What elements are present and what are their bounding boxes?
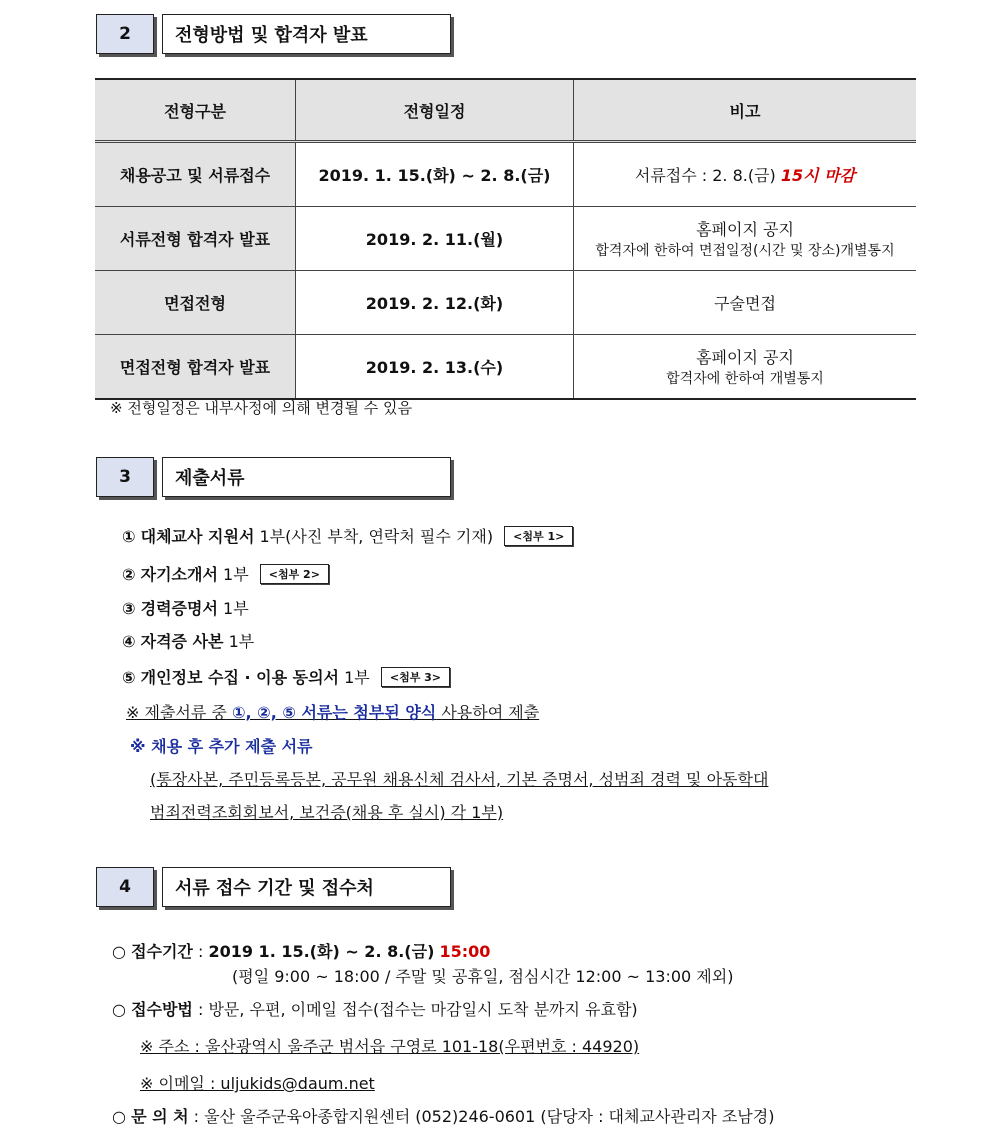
item-mark: ②	[122, 565, 136, 584]
section-number: 2	[96, 14, 154, 54]
section-3-header	[96, 457, 452, 499]
table-header-cell: 비고	[574, 79, 917, 142]
section-title: 제출서류	[162, 457, 451, 497]
item-name: 자격증 사본	[140, 632, 224, 651]
attachment-tag: <첨부 2>	[260, 564, 329, 584]
item-mark: ⑤	[122, 668, 136, 687]
email-link[interactable]: ※ 이메일 : uljukids@daum.net	[140, 1074, 375, 1093]
schedule-table	[95, 78, 916, 400]
method-line: ○ 접수방법 : 방문, 우편, 이메일 접수(접수는 마감일시 도착 분까지 유효함)	[112, 1000, 638, 1019]
submission-note	[126, 700, 539, 723]
table-row	[95, 142, 916, 207]
section-number: 3	[96, 457, 154, 497]
note-subtext: 합격자에 한하여 면접일정(시간 및 장소)개별통지	[595, 243, 895, 259]
section-title: 전형방법 및 합격자 발표	[162, 14, 451, 54]
contact-value: 울산 울주군육아종합지원센터 (052)246-0601 (담당자 : 대체교사관리자 조남경)	[204, 1107, 775, 1126]
contact-label: 문 의 처	[131, 1107, 189, 1126]
item-name: 자기소개서	[140, 565, 218, 584]
period-subnote: (평일 9:00 ~ 18:00 / 주말 및 공휴일, 점심시간 12:00 ~ 13:00 제외)	[232, 967, 734, 986]
bullet-icon: ○	[112, 1107, 126, 1126]
table-footnote: ※ 전형일정은 내부사정에 의해 변경될 수 있음	[110, 399, 412, 417]
method-label: 접수방법	[131, 1000, 193, 1019]
note-prefix: ※ 제출서류 중	[126, 703, 227, 722]
stage-cell: 면접전형 합격자 발표	[95, 335, 296, 400]
additional-docs-line1: (통장사본, 주민등록등본, 공무원 채용신체 검사서, 기본 증명서, 성범죄 경력 및 아동학대	[150, 770, 769, 789]
stage-cell: 면접전형	[95, 271, 296, 335]
note-cell	[574, 207, 917, 271]
item-mark: ①	[122, 527, 136, 546]
doc-item-1	[122, 524, 573, 547]
date-cell: 2019. 1. 15.(화) ~ 2. 8.(금)	[296, 142, 574, 207]
doc-item-2	[122, 562, 329, 585]
date-cell: 2019. 2. 11.(월)	[296, 207, 574, 271]
table-header-row	[95, 79, 916, 142]
note-cell	[574, 335, 917, 400]
period-time: 15:00	[439, 942, 491, 961]
note-cell: 구술면접	[574, 271, 917, 335]
note-suffix: 사용하여 제출	[441, 703, 540, 722]
period-line: ○ 접수기간 : 2019 1. 15.(화) ~ 2. 8.(금) 15:00	[112, 942, 491, 961]
stage-cell: 채용공고 및 서류접수	[95, 142, 296, 207]
table-header-cell: 전형구분	[95, 79, 296, 142]
doc-item-5	[122, 665, 450, 688]
note-highlight: ①, ②, ⑤ 서류는 첨부된 양식	[231, 703, 437, 722]
stage-cell: 서류전형 합격자 발표	[95, 207, 296, 271]
attachment-tag: <첨부 1>	[504, 526, 573, 546]
item-detail: 1부(사진 부착, 연락처 필수 기재)	[259, 527, 494, 546]
note-cell	[574, 142, 917, 207]
item-detail: 1부	[344, 668, 370, 687]
bullet-icon: ○	[112, 942, 126, 961]
note-text: 홈페이지 공지	[696, 220, 794, 239]
doc-item-3	[122, 596, 249, 619]
doc-item-4	[122, 629, 254, 652]
section-4-header	[96, 867, 452, 909]
note-text: 홈페이지 공지	[696, 348, 794, 367]
item-mark: ③	[122, 599, 136, 618]
item-mark: ④	[122, 632, 136, 651]
additional-docs-title: ※ 채용 후 추가 제출 서류	[130, 737, 313, 756]
address-line: ※ 주소 : 울산광역시 울주군 범서읍 구영로 101-18(우편번호 : 44920)	[140, 1037, 640, 1056]
section-number: 4	[96, 867, 154, 907]
deadline-text: 15시 마감	[780, 166, 856, 185]
date-cell: 2019. 2. 13.(수)	[296, 335, 574, 400]
table-row	[95, 207, 916, 271]
contact-line: ○ 문 의 처 : 울산 울주군육아종합지원센터 (052)246-0601 (담당자 : 대체교사관리자 조남경)	[112, 1107, 775, 1126]
section-2-header	[96, 14, 452, 56]
bullet-icon: ○	[112, 1000, 126, 1019]
period-value: 2019 1. 15.(화) ~ 2. 8.(금)	[208, 942, 435, 961]
table-row	[95, 335, 916, 400]
table-header-cell: 전형일정	[296, 79, 574, 142]
date-cell: 2019. 2. 12.(화)	[296, 271, 574, 335]
method-value: 방문, 우편, 이메일 접수(접수는 마감일시 도착 분까지 유효함)	[208, 1000, 638, 1019]
item-detail: 1부	[223, 599, 249, 618]
item-detail: 1부	[228, 632, 255, 651]
attachment-tag: <첨부 3>	[381, 667, 450, 687]
additional-docs-line2: 범죄전력조회회보서, 보건증(채용 후 실시) 각 1부)	[150, 803, 504, 822]
section-title: 서류 접수 기간 및 접수처	[162, 867, 451, 907]
note-text: 서류접수 : 2. 8.(금)	[634, 166, 776, 185]
period-label: 접수기간	[131, 942, 193, 961]
item-detail: 1부	[223, 565, 249, 584]
item-name: 개인정보 수집 · 이용 동의서	[140, 668, 340, 687]
table-row	[95, 271, 916, 335]
item-name: 대체교사 지원서	[140, 527, 255, 546]
note-subtext: 합격자에 한하여 개별통지	[666, 371, 824, 387]
item-name: 경력증명서	[140, 599, 218, 618]
